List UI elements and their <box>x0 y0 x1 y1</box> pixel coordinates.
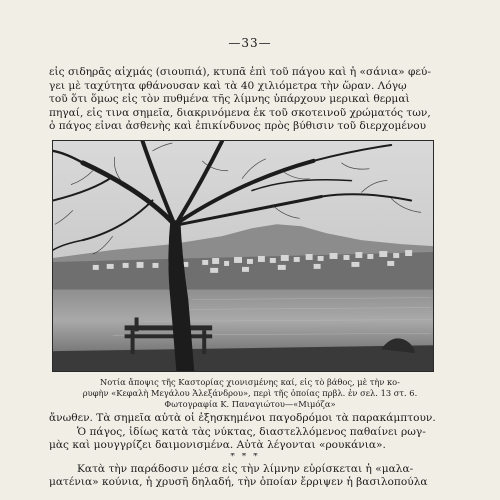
asterism: * * * <box>230 452 260 462</box>
top-paragraph <box>49 66 441 134</box>
text-line: τοῦ ὅτι ὅμως εἰς τὸν πυθμένα τῆς λίμνης ὑπάρχουν μερικαὶ θερμαὶ <box>49 93 410 106</box>
text-line: εἰς σιδηρᾶς αἰχμάς (σιουπιά), κτυπᾶ ἐπὶ τοῦ πάγου καὶ ἡ «σάνια» φεύ- <box>49 66 431 78</box>
text-line: Ὁ πάγος, ἰδίως κατὰ τὰς νύκτας, διαστελλόμενος παθαίνει ρωγ- <box>77 425 426 438</box>
text-line: γει μὲ ταχύτητα φθάνουσαν καὶ τὰ 40 χιλιόμετρα τὴν ὥραν. Λόγῳ <box>49 79 407 92</box>
photograph-icon <box>53 141 433 371</box>
text-line: μὰς καὶ μουγγρίζει δαιμονισμένα. Αὐτὰ λέγονται «ρουκάνια». <box>49 439 386 452</box>
bottom-paragraph <box>49 412 441 490</box>
text-line: ἄνωθεν. Τὰ σημεῖα αὐτὰ οἱ ἐξησκημένοι παγοδρόμοι τὰ παρακάμπτουν. <box>49 412 436 424</box>
caption-line: Νοτία ἄποψις τῆς Καστορίας χιονισμένης καί, εἰς τὸ βάθος, μὲ τὴν κο- <box>100 377 400 387</box>
photo-caption <box>46 377 454 411</box>
text-line: Κατὰ τὴν παράδοσιν μέσα εἰς τὴν λίμνην εὑρίσκεται ἡ «μαλα- <box>77 462 414 475</box>
caption-line: ρυφὴν «Κεφαλὴ Μεγάλου Ἀλεξάνδρου», περὶ τῆς ὁποίας πρβλ. ἐν σελ. 13 στ. 6. <box>82 388 418 399</box>
text-line: πηγαί, εἰς τινα σημεῖα, διακρινόμενα ἐκ τοῦ σκοτεινοῦ χρώματός των, <box>49 106 431 119</box>
page-number: —33— <box>228 36 272 50</box>
photograph-kastoria <box>52 140 434 372</box>
text-line: ματένια» κούνια, ἡ χρυσῆ δηλαδή, τὴν ὁποίαν ἔρριψεν ἡ βασιλοπούλα <box>49 476 428 489</box>
text-line: ὁ πάγος εἶναι ἀσθενὴς καὶ ἐπικίνδυνος πρὸς βύθισιν τοῦ διερχομένου <box>49 120 427 133</box>
caption-line: Φωτογραφία Κ. Παναγιώτου—«Μιμόζα» <box>164 399 336 410</box>
